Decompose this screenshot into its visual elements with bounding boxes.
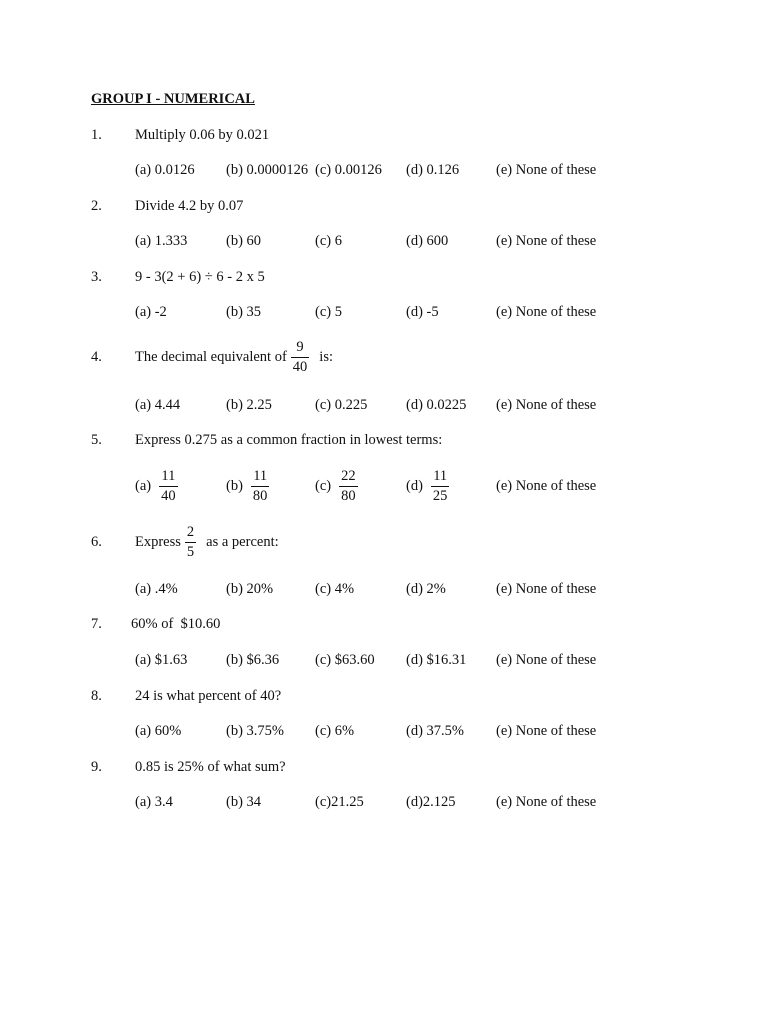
- fraction: [185, 525, 196, 559]
- option-b: (b) 20%: [226, 581, 274, 597]
- option-d: (d) 2%: [406, 581, 446, 597]
- option-b: (b) 34: [226, 794, 262, 810]
- fraction: [431, 469, 450, 503]
- option-c: (c) 4%: [315, 581, 355, 597]
- question-text: [135, 340, 333, 374]
- option-b: (b) $6.36: [226, 652, 280, 668]
- question-text-after: is:: [319, 348, 333, 365]
- question-number: 4.: [91, 349, 102, 365]
- option-label: (a): [135, 477, 152, 494]
- fraction-denominator: 80: [341, 487, 356, 504]
- option-e: (e) None of these: [496, 794, 597, 810]
- option-c: (c) 0.225: [315, 397, 368, 413]
- question-number: 7.: [91, 616, 102, 632]
- option-c: (c) 5: [315, 304, 342, 320]
- option-b: [226, 469, 269, 503]
- option-e: (e) None of these: [496, 723, 597, 739]
- option-d: (d) 0.0225: [406, 397, 467, 413]
- question-text: 9 - 3(2 + 6) ÷ 6 - 2 x 5: [135, 269, 265, 285]
- option-d: (d) 600: [406, 233, 449, 249]
- question-number: 2.: [91, 198, 102, 214]
- fraction: [339, 469, 358, 503]
- option-b: (b) 60: [226, 233, 262, 249]
- option-c: (c) $63.60: [315, 652, 375, 668]
- option-a: (a) $1.63: [135, 652, 188, 668]
- option-e: (e) None of these: [496, 397, 597, 413]
- option-a: (a) 3.4: [135, 794, 173, 810]
- option-a: (a) .4%: [135, 581, 178, 597]
- option-b: (b) 2.25: [226, 397, 272, 413]
- question-text: 0.85 is 25% of what sum?: [135, 759, 286, 775]
- fraction-numerator: 11: [159, 469, 178, 487]
- fraction-denominator: 80: [252, 487, 268, 504]
- option-c: (c)21.25: [315, 794, 364, 810]
- fraction: [251, 469, 270, 503]
- option-b: (b) 3.75%: [226, 723, 284, 739]
- option-a: (a) 4.44: [135, 397, 181, 413]
- question-number: 3.: [91, 269, 102, 285]
- option-d: (d) $16.31: [406, 652, 467, 668]
- fraction-numerator: 11: [251, 469, 270, 487]
- fraction-numerator: 2: [185, 525, 196, 543]
- option-a: (a) 60%: [135, 723, 182, 739]
- question-number: 9.: [91, 759, 102, 775]
- question-text: Divide 4.2 by 0.07: [135, 198, 244, 214]
- option-b: (b) 35: [226, 304, 262, 320]
- option-b: (b) 0.0000126: [226, 162, 309, 178]
- fraction-numerator: 22: [339, 469, 358, 487]
- option-c: [315, 469, 358, 503]
- option-a: [135, 469, 178, 503]
- question-number: 5.: [91, 432, 102, 448]
- fraction-denominator: 40: [161, 487, 176, 504]
- option-e: (e) None of these: [496, 162, 597, 178]
- option-d: (d) 37.5%: [406, 723, 464, 739]
- option-e: (e) None of these: [496, 304, 597, 320]
- question-text-before: The decimal equivalent of: [135, 348, 287, 365]
- question-number: 1.: [91, 127, 102, 143]
- question-text: Express 0.275 as a common fraction in lowest terms:: [135, 432, 443, 448]
- option-d: (d)2.125: [406, 794, 456, 810]
- option-a: (a) -2: [135, 304, 167, 320]
- fraction: [291, 340, 310, 374]
- fraction: [159, 469, 178, 503]
- question-text: 24 is what percent of 40?: [135, 688, 282, 704]
- question-number: 8.: [91, 688, 102, 704]
- option-label: (b): [226, 477, 243, 494]
- fraction-denominator: 40: [292, 358, 308, 375]
- option-e: (e) None of these: [496, 652, 597, 668]
- option-c: (c) 0.00126: [315, 162, 382, 178]
- question-text: Multiply 0.06 by 0.021: [135, 127, 270, 143]
- question-number: 6.: [91, 534, 102, 550]
- option-label: (c): [315, 477, 332, 494]
- option-a: (a) 0.0126: [135, 162, 195, 178]
- option-label: (d): [406, 477, 423, 494]
- option-a: (a) 1.333: [135, 233, 188, 249]
- question-text-before: Express: [135, 533, 181, 550]
- option-e: (e) None of these: [496, 233, 597, 249]
- question-text-after: as a percent:: [206, 533, 279, 550]
- section-heading: GROUP I - NUMERICAL: [91, 91, 255, 107]
- option-e: (e) None of these: [496, 581, 597, 597]
- question-text: [135, 525, 279, 559]
- option-c: (c) 6%: [315, 723, 355, 739]
- option-c: (c) 6: [315, 233, 342, 249]
- option-d: (d) -5: [406, 304, 439, 320]
- option-d: (d) 0.126: [406, 162, 460, 178]
- fraction-numerator: 11: [431, 469, 450, 487]
- question-text: 60% of $10.60: [131, 616, 221, 632]
- option-e: (e) None of these: [496, 478, 597, 494]
- option-d: [406, 469, 449, 503]
- fraction-denominator: 5: [186, 543, 195, 560]
- fraction-denominator: 25: [432, 487, 448, 504]
- fraction-numerator: 9: [291, 340, 310, 358]
